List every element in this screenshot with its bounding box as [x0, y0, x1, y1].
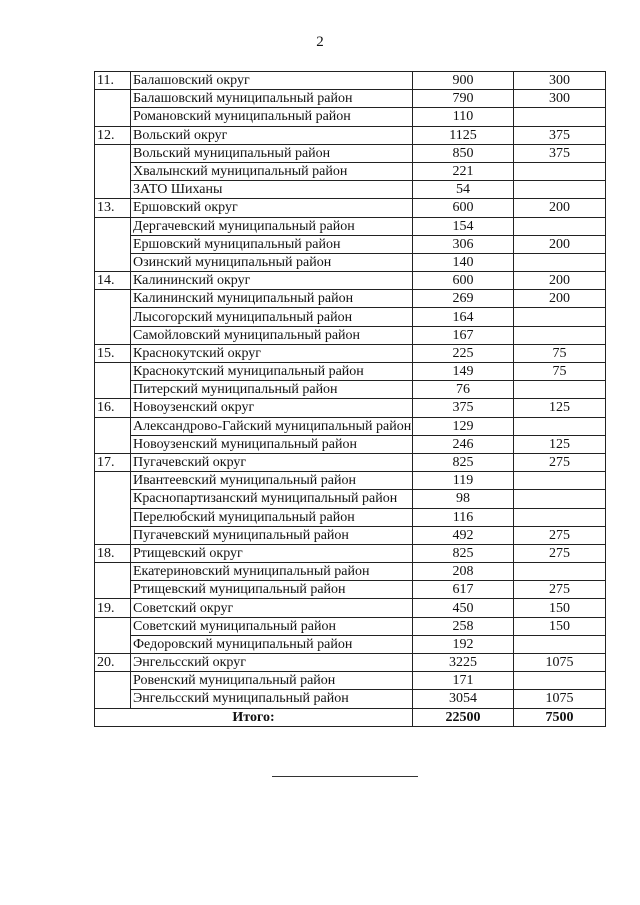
row-number-empty — [95, 672, 131, 708]
row-value-2: 375 — [514, 144, 606, 162]
total-label: Итого: — [95, 708, 413, 726]
row-value-2: 200 — [514, 235, 606, 253]
row-name: Ивантеевский муниципальный район — [131, 472, 413, 490]
row-name: Вольский муниципальный район — [131, 144, 413, 162]
row-number-empty — [95, 617, 131, 653]
row-name: Ртищевский муниципальный район — [131, 581, 413, 599]
row-name: Энгельсский округ — [131, 654, 413, 672]
row-value-1: 225 — [413, 344, 514, 362]
row-name: Федоровский муниципальный район — [131, 635, 413, 653]
row-value-2: 125 — [514, 399, 606, 417]
row-value-1: 129 — [413, 417, 514, 435]
row-name: Краснопартизанский муниципальный район — [131, 490, 413, 508]
table-row-subdistrict — [95, 144, 606, 162]
row-value-2 — [514, 672, 606, 690]
table-row-subdistrict — [95, 508, 606, 526]
row-value-2: 150 — [514, 617, 606, 635]
row-value-1: 790 — [413, 90, 514, 108]
table-row-subdistrict — [95, 308, 606, 326]
row-value-1: 850 — [413, 144, 514, 162]
row-value-1: 154 — [413, 217, 514, 235]
row-name: Хвалынский муниципальный район — [131, 162, 413, 180]
table-row-subdistrict — [95, 253, 606, 271]
row-name: Новоузенский округ — [131, 399, 413, 417]
row-name: Вольский округ — [131, 126, 413, 144]
row-value-2 — [514, 308, 606, 326]
table-row-district — [95, 399, 606, 417]
table-row-district — [95, 272, 606, 290]
row-value-1: 1125 — [413, 126, 514, 144]
row-name: Перелюбский муниципальный район — [131, 508, 413, 526]
row-value-2: 300 — [514, 90, 606, 108]
row-value-1: 167 — [413, 326, 514, 344]
row-name: Екатериновский муниципальный район — [131, 563, 413, 581]
table-body — [95, 72, 606, 727]
row-value-2: 275 — [514, 544, 606, 562]
district-table — [94, 71, 606, 727]
table-row-total — [95, 708, 606, 726]
row-number-empty — [95, 290, 131, 345]
row-value-2 — [514, 253, 606, 271]
table-row-subdistrict — [95, 162, 606, 180]
row-name: Александрово-Гайский муниципальный район — [131, 417, 413, 435]
row-value-2: 275 — [514, 526, 606, 544]
table-row-subdistrict — [95, 108, 606, 126]
row-name: Романовский муниципальный район — [131, 108, 413, 126]
row-name: Краснокутский муниципальный район — [131, 363, 413, 381]
row-value-1: 98 — [413, 490, 514, 508]
table-row-subdistrict — [95, 381, 606, 399]
row-value-1: 76 — [413, 381, 514, 399]
row-name: Балашовский муниципальный район — [131, 90, 413, 108]
table-row-district — [95, 453, 606, 471]
row-number-empty — [95, 472, 131, 545]
row-number-empty — [95, 417, 131, 453]
row-value-1: 825 — [413, 453, 514, 471]
footer-divider — [272, 776, 418, 777]
row-name: Питерский муниципальный район — [131, 381, 413, 399]
row-value-2: 1075 — [514, 654, 606, 672]
row-value-1: 3225 — [413, 654, 514, 672]
row-number-empty — [95, 563, 131, 599]
row-value-2: 200 — [514, 290, 606, 308]
row-number-empty — [95, 217, 131, 272]
table-row-district — [95, 199, 606, 217]
row-name: Самойловский муниципальный район — [131, 326, 413, 344]
row-name: Балашовский округ — [131, 72, 413, 90]
table-row-subdistrict — [95, 435, 606, 453]
table-row-subdistrict — [95, 290, 606, 308]
row-value-1: 208 — [413, 563, 514, 581]
row-value-1: 164 — [413, 308, 514, 326]
row-number: 16. — [95, 399, 131, 417]
row-name: Ершовский муниципальный район — [131, 235, 413, 253]
row-value-1: 306 — [413, 235, 514, 253]
table-row-district — [95, 544, 606, 562]
table-row-subdistrict — [95, 417, 606, 435]
row-value-1: 221 — [413, 162, 514, 180]
row-value-2: 300 — [514, 72, 606, 90]
table-row-subdistrict — [95, 526, 606, 544]
total-value-1: 22500 — [413, 708, 514, 726]
table-row-district — [95, 126, 606, 144]
row-value-1: 617 — [413, 581, 514, 599]
row-name: Советский муниципальный район — [131, 617, 413, 635]
row-name: Дергачевский муниципальный район — [131, 217, 413, 235]
total-value-2: 7500 — [514, 708, 606, 726]
table-row-district — [95, 599, 606, 617]
row-name: Ровенский муниципальный район — [131, 672, 413, 690]
row-value-1: 600 — [413, 272, 514, 290]
row-name: Ершовский округ — [131, 199, 413, 217]
table-row-subdistrict — [95, 563, 606, 581]
row-value-1: 825 — [413, 544, 514, 562]
row-name: Новоузенский муниципальный район — [131, 435, 413, 453]
row-value-1: 140 — [413, 253, 514, 271]
row-value-2: 125 — [514, 435, 606, 453]
row-number-empty — [95, 144, 131, 199]
row-value-1: 900 — [413, 72, 514, 90]
table-row-subdistrict — [95, 672, 606, 690]
row-number: 19. — [95, 599, 131, 617]
table-row-district — [95, 344, 606, 362]
row-value-1: 450 — [413, 599, 514, 617]
table-row-subdistrict — [95, 90, 606, 108]
row-value-1: 258 — [413, 617, 514, 635]
row-number: 14. — [95, 272, 131, 290]
table-row-district — [95, 72, 606, 90]
table-row-subdistrict — [95, 635, 606, 653]
row-value-2: 275 — [514, 453, 606, 471]
table-row-subdistrict — [95, 581, 606, 599]
row-value-2 — [514, 381, 606, 399]
row-value-2 — [514, 635, 606, 653]
row-value-2: 75 — [514, 344, 606, 362]
row-value-2: 1075 — [514, 690, 606, 708]
row-name: Советский округ — [131, 599, 413, 617]
row-value-1: 492 — [413, 526, 514, 544]
row-name: Лысогорский муниципальный район — [131, 308, 413, 326]
row-value-2 — [514, 417, 606, 435]
row-value-1: 269 — [413, 290, 514, 308]
row-value-1: 54 — [413, 181, 514, 199]
table-row-district — [95, 654, 606, 672]
row-value-2 — [514, 217, 606, 235]
row-value-2 — [514, 108, 606, 126]
row-number-empty — [95, 90, 131, 126]
row-value-2 — [514, 563, 606, 581]
row-name: Пугачевский округ — [131, 453, 413, 471]
row-value-2 — [514, 472, 606, 490]
row-name: ЗАТО Шиханы — [131, 181, 413, 199]
row-value-1: 246 — [413, 435, 514, 453]
row-value-2 — [514, 508, 606, 526]
row-number: 15. — [95, 344, 131, 362]
row-value-2 — [514, 181, 606, 199]
row-name: Энгельсский муниципальный район — [131, 690, 413, 708]
row-value-2 — [514, 490, 606, 508]
row-value-2: 75 — [514, 363, 606, 381]
page-number: 2 — [316, 34, 324, 50]
row-value-1: 171 — [413, 672, 514, 690]
table-row-subdistrict — [95, 690, 606, 708]
row-value-1: 192 — [413, 635, 514, 653]
row-value-1: 116 — [413, 508, 514, 526]
row-value-1: 119 — [413, 472, 514, 490]
row-value-2 — [514, 162, 606, 180]
table-row-subdistrict — [95, 326, 606, 344]
table-row-subdistrict — [95, 472, 606, 490]
row-name: Краснокутский округ — [131, 344, 413, 362]
row-value-2: 275 — [514, 581, 606, 599]
row-value-2: 200 — [514, 199, 606, 217]
table-row-subdistrict — [95, 235, 606, 253]
row-name: Калининский муниципальный район — [131, 290, 413, 308]
row-name: Озинский муниципальный район — [131, 253, 413, 271]
row-name: Ртищевский округ — [131, 544, 413, 562]
row-name: Калининский округ — [131, 272, 413, 290]
row-value-2: 200 — [514, 272, 606, 290]
row-value-1: 375 — [413, 399, 514, 417]
row-number: 17. — [95, 453, 131, 471]
row-number: 13. — [95, 199, 131, 217]
row-value-1: 600 — [413, 199, 514, 217]
table-row-subdistrict — [95, 363, 606, 381]
row-number-empty — [95, 363, 131, 399]
table-row-subdistrict — [95, 217, 606, 235]
row-value-1: 110 — [413, 108, 514, 126]
table-row-subdistrict — [95, 181, 606, 199]
row-value-1: 149 — [413, 363, 514, 381]
row-value-2 — [514, 326, 606, 344]
row-value-2: 150 — [514, 599, 606, 617]
row-number: 11. — [95, 72, 131, 90]
row-value-1: 3054 — [413, 690, 514, 708]
row-number: 12. — [95, 126, 131, 144]
row-name: Пугачевский муниципальный район — [131, 526, 413, 544]
row-value-2: 375 — [514, 126, 606, 144]
table-row-subdistrict — [95, 490, 606, 508]
row-number: 20. — [95, 654, 131, 672]
row-number: 18. — [95, 544, 131, 562]
table-row-subdistrict — [95, 617, 606, 635]
